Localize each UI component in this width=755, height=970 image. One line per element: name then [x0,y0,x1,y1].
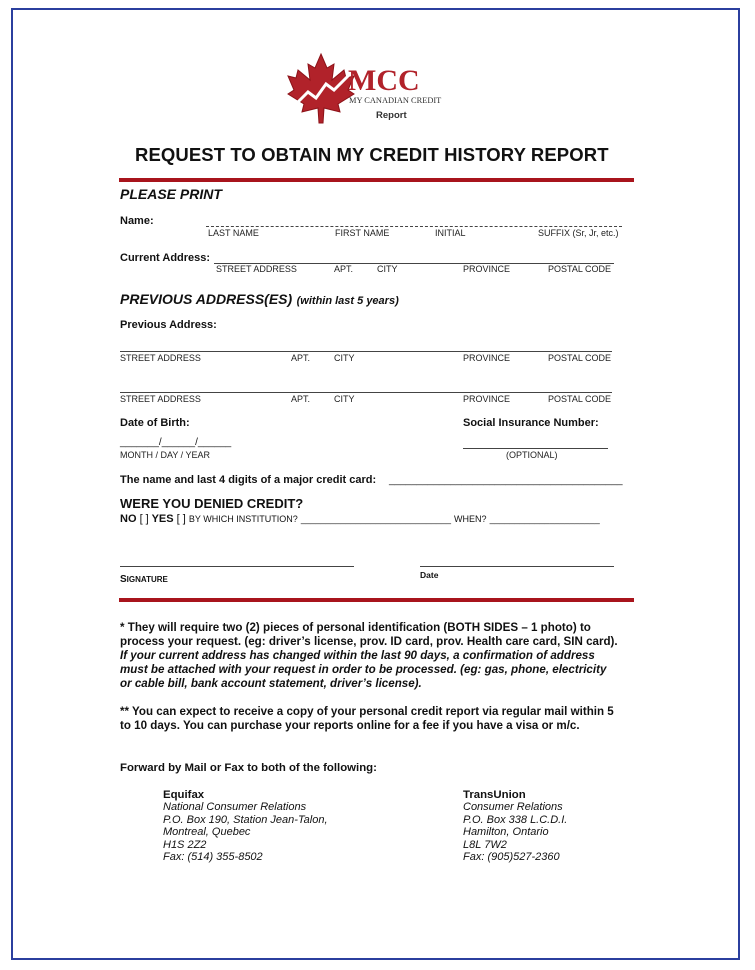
mail-note: ** You can expect to receive a copy of your personal credit report via regular mail within 5 to 10 days. You can purchase your reports online for a fee if you have a visa or m/c. [120,705,614,732]
title-divider [119,178,634,182]
institution-input[interactable]: ______________________________ [300,514,451,524]
no-checkbox[interactable]: [ ] [139,513,149,525]
signature-line[interactable] [120,566,354,567]
logo-subtitle: MY CANADIAN CREDIT [349,96,442,105]
field-city: CITY [377,264,398,274]
please-print-heading: PLEASE PRINT [120,186,222,202]
credit-card-label: The name and last 4 digits of a major credit card: [120,474,377,486]
current-address-label: Current Address: [120,252,211,264]
field-street-address: STREET ADDRESS [216,264,297,274]
denied-credit-row: NO [ ] YES [ ] BY WHICH INSTITUTION? ______________________________ WHEN? ______________________ [120,513,600,525]
sin-input[interactable] [463,448,608,449]
page-title: REQUEST TO OBTAIN MY CREDIT HISTORY REPORT [135,144,609,165]
prev1-province: PROVINCE [463,353,511,363]
sin-optional: (OPTIONAL) [506,450,558,460]
field-postal-code: POSTAL CODE [548,264,612,274]
logo-report: Report [376,110,407,121]
field-province: PROVINCE [463,264,511,274]
prev1-street: STREET ADDRESS [120,353,201,363]
maple-leaf-icon [286,52,356,124]
dob-label: Date of Birth: [120,417,190,429]
field-initial: INITIAL [435,228,466,238]
prev2-province: PROVINCE [463,394,511,404]
prev1-apt: APT. [291,353,311,363]
date-label: Date [420,570,439,580]
sin-label: Social Insurance Number: [463,417,599,429]
when-input[interactable]: ______________________ [489,514,600,524]
name-label: Name: [120,215,154,227]
previous-address-heading: PREVIOUS ADDRESS(ES) (within last 5 years) [120,291,399,307]
date-line[interactable] [420,566,614,567]
previous-address-line-1[interactable] [120,351,612,352]
credit-card-input[interactable]: __________________________________________ [389,475,623,486]
prev1-postal: POSTAL CODE [548,353,612,363]
prev1-city: CITY [334,353,355,363]
signature-divider [119,598,634,602]
field-last-name: LAST NAME [208,228,259,238]
field-suffix: SUFFIX (Sr, Jr, etc.) [538,228,619,238]
name-line[interactable] [206,226,622,227]
yes-checkbox[interactable]: [ ] [176,513,186,525]
previous-address-label: Previous Address: [120,319,217,331]
prev2-city: CITY [334,394,355,404]
forward-label: Forward by Mail or Fax to both of the following: [120,762,377,774]
transunion-address: TransUnion Consumer Relations P.O. Box 338 L.C.D.I. Hamilton, Ontario L8L 7W2 Fax: (905)527-2360 [463,789,568,864]
field-apt: APT. [334,264,354,274]
equifax-address: Equifax National Consumer Relations P.O. Box 190, Station Jean-Talon, Montreal, Quebec H1S 2Z2 Fax: (514) 355-8502 [163,789,328,864]
dob-input[interactable]: _______/______/______ [120,437,232,448]
previous-address-line-2[interactable] [120,392,612,393]
denied-credit-heading: WERE YOU DENIED CREDIT? [120,496,304,511]
field-first-name: FIRST NAME [335,228,390,238]
signature-label: SIGNATURE [120,574,168,585]
prev2-apt: APT. [291,394,311,404]
id-note: * They will require two (2) pieces of personal identification (BOTH SIDES – 1 photo) to process your request. (eg: driver’s license, prov. ID card, prov. Health care card, SIN card). If your current address has changed within the last 90 days, a confirmation of address must be attached with your request in order to be processed. (eg: gas, phone, electricity or cable bill, bank account statement, driver’s license). [120,621,618,690]
logo-brand: MCC [348,64,420,97]
prev2-postal: POSTAL CODE [548,394,612,404]
dob-fields: MONTH / DAY / YEAR [120,450,211,460]
prev2-street: STREET ADDRESS [120,394,201,404]
